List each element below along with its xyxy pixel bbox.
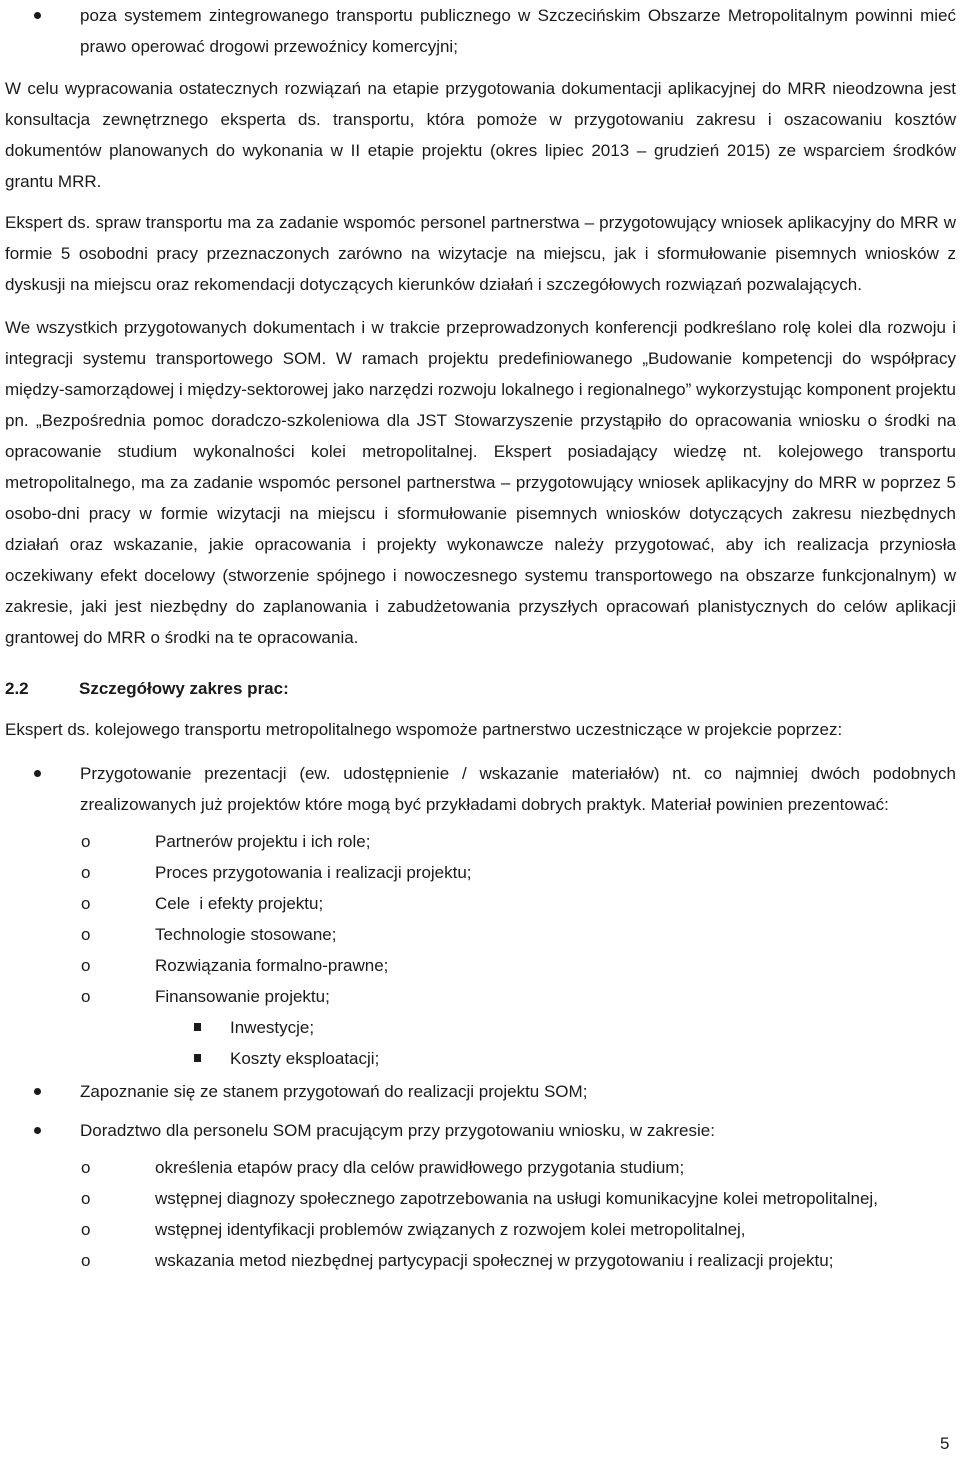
list-item: o Rozwiązania formalno-prawne; [5,950,956,981]
bullet-icon [34,1127,41,1134]
circle-bullet-icon: o [81,1189,91,1208]
square-bullet-icon [194,1023,201,1031]
circle-bullet-icon: o [81,832,91,851]
section-number: 2.2 [5,679,29,698]
list-item: o Proces przygotowania i realizacji projektu; [5,857,956,888]
circle-bullet-icon: o [81,956,91,975]
bullet-icon [34,1088,41,1095]
page-number: 5 [940,1434,950,1453]
list-item: o Partnerów projektu i ich role; [5,826,956,857]
bullet-icon [34,770,41,777]
circle-bullet-icon: o [81,1220,91,1239]
list-item: o wskazania metod niezbędnej partycypacji społecznej w przygotowaniu i realizacji projektu; [5,1245,956,1276]
list-item: o Technologie stosowane; [5,919,956,950]
list-item: o wstępnej diagnozy społecznego zapotrzebowania na usługi komunikacyjne kolei metropolitalnej, [5,1183,956,1214]
list-item: Koszty eksploatacji; [5,1043,956,1074]
circle-bullet-icon: o [81,1158,91,1177]
bullet-status: Zapoznanie się ze stanem przygotowań do realizacji projektu SOM; [5,1076,956,1107]
list-item: Inwestycje; [5,1012,956,1043]
list-item: o Finansowanie projektu; [5,981,956,1012]
list-item: o określenia etapów pracy dla celów prawidłowego przygotania studium; [5,1152,956,1183]
paragraph-consultation: W celu wypracowania ostatecznych rozwiązań na etapie przygotowania dokumentacji aplikacyjnej do MRR nieodzowna jest konsultacja zewnętrznego eksperta ds. transportu, która pomoże w przygotowaniu zakresu i oszacowaniu kosztów dokumentów planowanych do wykonania w II etapie projektu (okres lipiec 2013 – grudzień 2015) ze wsparciem środków grantu MRR. [5,79,956,191]
bullet-advisory: Doradztwo dla personelu SOM pracującym przy przygotowaniu wniosku, w zakresie: [5,1115,956,1146]
bullet-presentation [5,758,956,820]
paragraph-transport-expert: Ekspert ds. spraw transportu ma za zadanie wspomóc personel partnerstwa – przygotowujący wniosek aplikacyjny do MRR w formie 5 osobodni pracy przeznaczonych zarówno na wizytacje na miejscu, jak i sformułowanie pisemnych wniosków z dyskusji na miejscu oraz rekomendacji dotyczących kierunków działań i szczegółowych rozwiązań pozwalających. [5,213,956,294]
top-bullet-item [5,0,956,62]
section-heading [5,673,956,704]
presentation-sublist [5,826,956,1074]
paragraph-rail-expert: We wszystkich przygotowanych dokumentach i w trakcie przeprowadzonych konferencji podkreślano rolę kolei dla rozwoju i integracji systemu transportowego SOM. W ramach projektu predefiniowanego „Budowanie kompetencji do współpracy między-samorządowej i między-sektorowej jako narzędzi rozwoju lokalnego i regionalnego” wykorzystując komponent projektu pn. „Bezpośrednia pomoc doradczo-szkoleniowa dla JST Stowarzyszenie przystąpiło do opracowania wniosku o środki na opracowanie studium wykonalności kolei metropolitalnej. Ekspert posiadający wiedzę nt. kolejowego transportu metropolitalnego, ma za zadanie wspomóc personel partnerstwa – przygotowujący wniosek aplikacyjny do MRR w poprzez 5 osobo-dni pracy w formie wizytacji na miejscu i sformułowanie pisemnych wniosków dotyczących zakresu niezbędnych działań oraz wskazanie, jakie opracowania i projekty wykonawcze należy przygotować, aby ich realizacja przyniosła oczekiwany efekt docelowy (stworzenie spójnego i nowoczesnego systemu transportowego na obszarze funkcjonalnym) w zakresie, jaki jest niezbędny do zaplanowania i zabudżetowania przyszłych opracowań planistycznych do celów aplikacji grantowej do MRR o środki na te opracowania. [5,318,956,647]
circle-bullet-icon: o [81,925,91,944]
list-item: o wstępnej identyfikacji problemów związanych z rozwojem kolei metropolitalnej, [5,1214,956,1245]
list-item: o Cele i efekty projektu; [5,888,956,919]
circle-bullet-icon: o [81,894,91,913]
advisory-sublist [5,1152,956,1276]
bullet-presentation-text: Przygotowanie prezentacji (ew. udostępnienie / wskazanie materiałów) nt. co najmniej dwóch podobnych zrealizowanych już projektów które mogą być przykładami dobrych praktyk. Materiał powinien prezentować: [80,764,956,814]
square-bullet-icon [194,1054,201,1062]
section-intro: Ekspert ds. kolejowego transportu metropolitalnego wspomoże partnerstwo uczestniczące w projekcie poprzez: [5,720,843,739]
document-page [5,0,956,1276]
section-title: Szczegółowy zakres prac: [79,679,289,698]
top-bullet-text: poza systemem zintegrowanego transportu publicznego w Szczecińskim Obszarze Metropolitalnym powinni mieć prawo operować drogowi przewoźnicy komercyjni; [80,6,956,56]
circle-bullet-icon: o [81,1251,91,1270]
circle-bullet-icon: o [81,987,91,1006]
bullet-icon [34,12,41,19]
circle-bullet-icon: o [81,863,91,882]
